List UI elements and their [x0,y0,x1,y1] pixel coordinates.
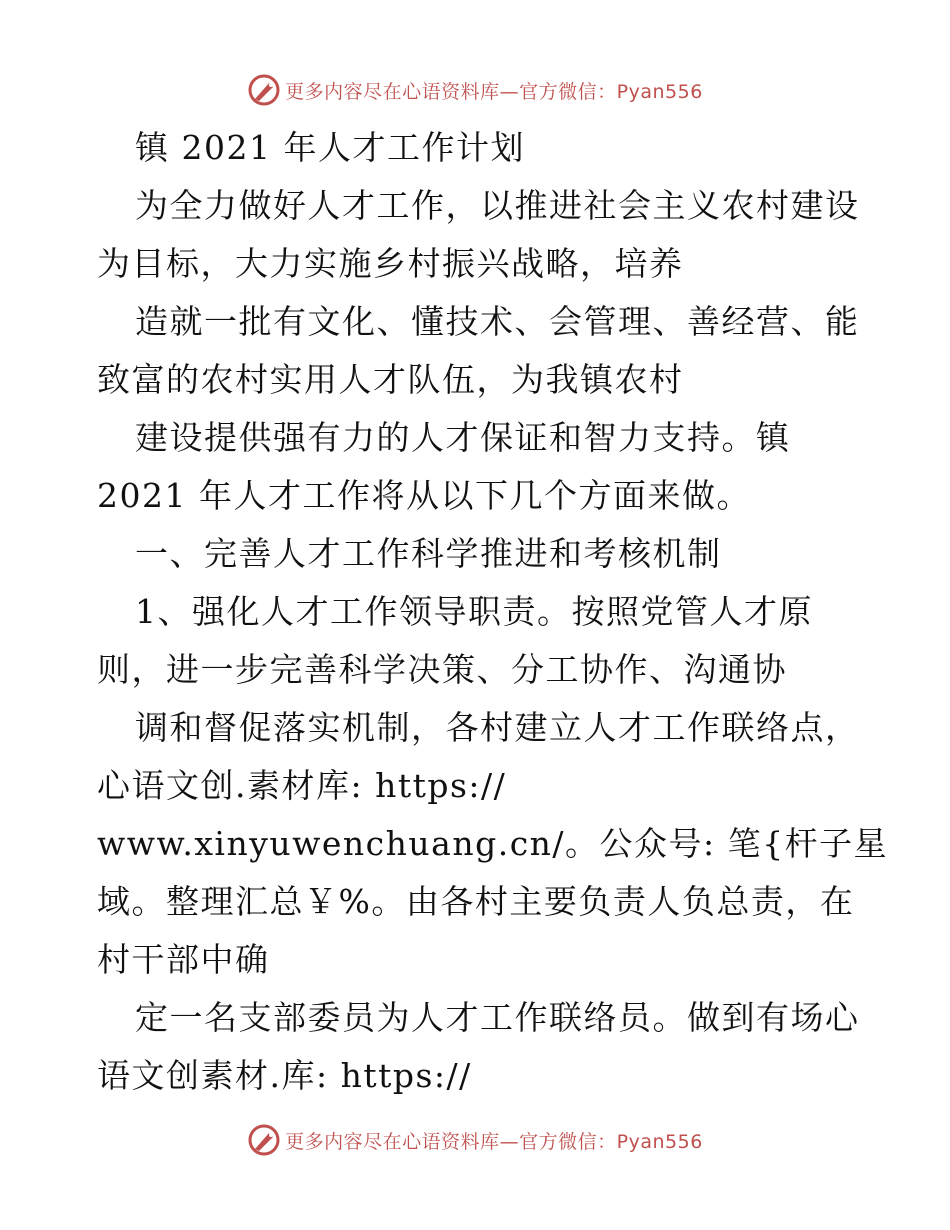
section-heading: 一、完善人才工作科学推进和考核机制 [135,534,722,573]
paragraph-line: 为全力做好人才工作，以推进社会主义农村建设 [135,186,860,225]
paragraph-line: 造就一批有文化、懂技术、会管理、善经营、能 [135,302,860,341]
paragraph-line: 定一名支部委员为人才工作联络员。做到有场心 [135,998,860,1037]
paragraph-line: 调和督促落实机制，各村建立人才工作联络点， [135,708,860,747]
paragraph-line: 域。整理汇总￥%。由各村主要负责人负总责，在 [97,882,855,921]
pen-nib-logo-icon [247,73,281,107]
paragraph-line: 语文创素材.库: https:// [97,1056,472,1095]
paragraph-line: 则，进一步完善科学决策、分工协作、沟通协 [97,650,787,689]
paragraph-line: 致富的农村实用人才队伍，为我镇农村 [97,360,684,399]
paragraph-line: www.xinyuwenchuang.cn/。公众号: 笔{杆子星 [97,824,889,863]
banner-text: 更多内容尽在心语资料库—官方微信：Pyan556 [285,1130,703,1153]
paragraph-line: 心语文创.素材库: https:// [97,766,507,805]
pen-nib-logo-icon [247,1123,281,1157]
paragraph-line: 为目标，大力实施乡村振兴战略，培养 [97,244,684,283]
banner-text: 更多内容尽在心语资料库—官方微信：Pyan556 [285,80,703,103]
footer-banner [0,1120,950,1160]
document-title: 镇 2021 年人才工作计划 [135,128,525,167]
paragraph-line: 村干部中确 [97,940,270,979]
paragraph-line: 2021 年人才工作将从以下几个方面来做。 [97,476,751,515]
paragraph-line: 建设提供强有力的人才保证和智力支持。镇 [135,418,791,457]
paragraph-line: 1、强化人才工作领导职责。按照党管人才原 [135,592,813,631]
header-banner [0,70,950,110]
